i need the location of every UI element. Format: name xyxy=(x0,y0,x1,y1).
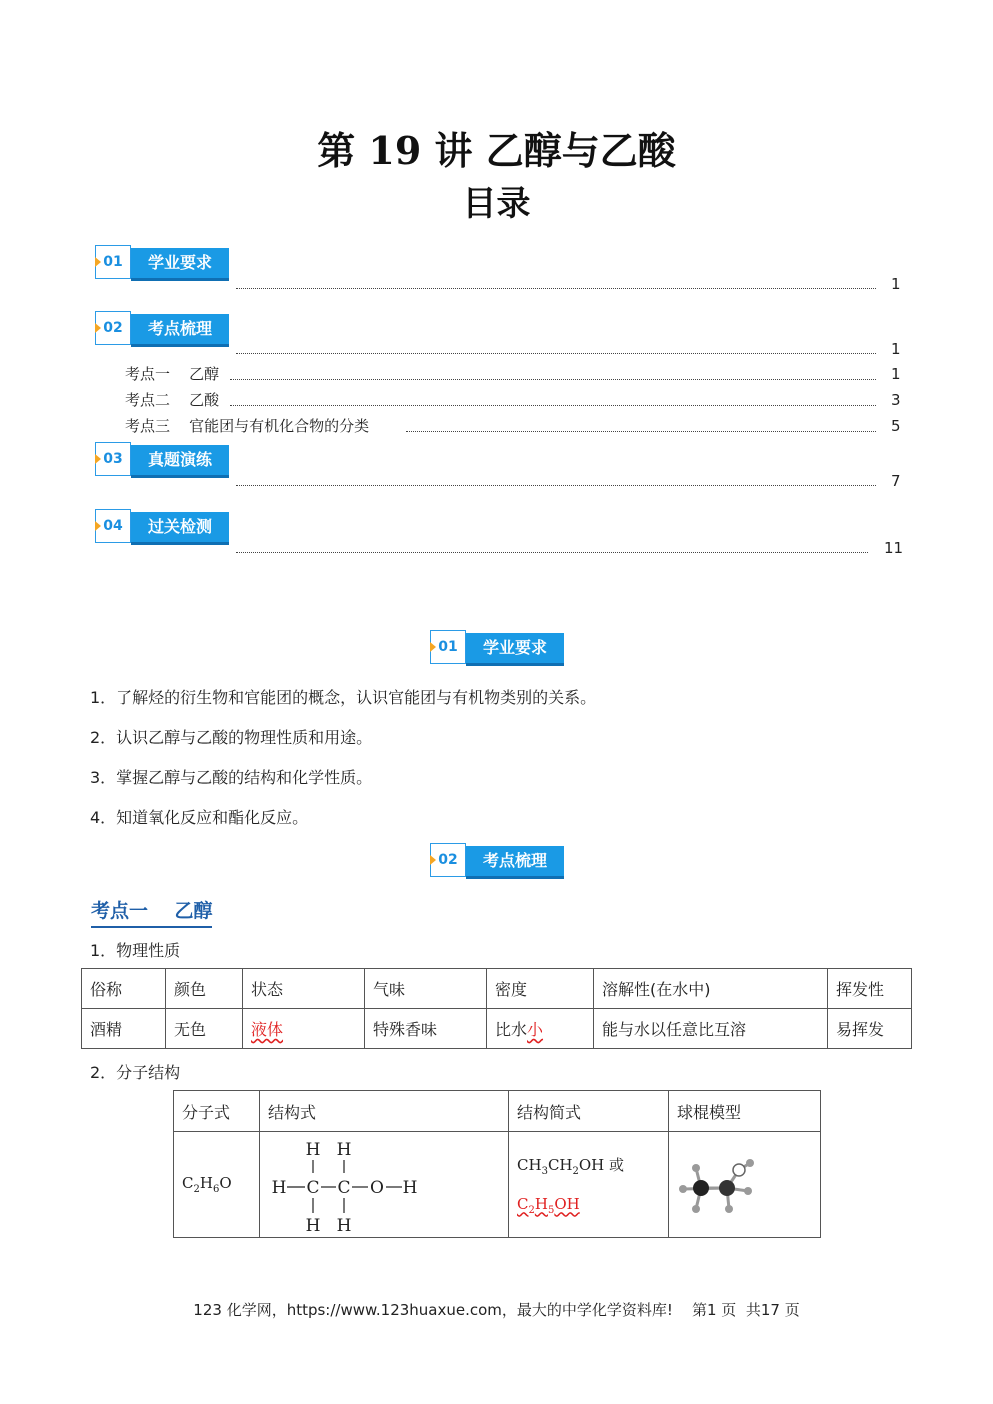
toc-section-badge-03[interactable] xyxy=(95,442,231,478)
toc-leader-dots xyxy=(230,405,876,406)
table-header-cell: 溶解性(在水中) xyxy=(594,969,828,1009)
section-badge-kaodian xyxy=(430,843,566,879)
requirement-item: 2．认识乙醇与乙酸的物理性质和用途。 xyxy=(90,728,373,747)
structural-formula xyxy=(260,1133,508,1237)
density-prefix: 比水 xyxy=(495,1020,528,1039)
molecular-formula: $C_2H_6O$ xyxy=(174,1132,260,1238)
table-header-row xyxy=(82,969,912,1009)
page-title: 第 19 讲 乙醇与乙酸 xyxy=(317,128,676,173)
section-badge-requirements xyxy=(430,630,566,666)
simplified-formula-cell xyxy=(509,1132,669,1238)
toc-subitem-2[interactable]: 考点二 乙酸 xyxy=(125,391,220,409)
toc-page-number: 5 xyxy=(891,417,901,435)
toc-section-badge-01[interactable] xyxy=(95,245,231,281)
toc-heading: 目录 xyxy=(462,184,531,224)
toc-page-number: 3 xyxy=(891,391,901,409)
structural-formula-cell xyxy=(260,1132,509,1238)
table-cell: 无色 xyxy=(166,1009,243,1049)
atom-h: H xyxy=(271,1177,287,1198)
table-header-cell: 结构简式 xyxy=(509,1091,669,1132)
toc-leader-dots xyxy=(236,485,876,486)
toc-page-number: 1 xyxy=(891,340,901,358)
badge-underbar xyxy=(131,542,229,545)
toc-page-number: 1 xyxy=(891,365,901,383)
toc-leader-dots xyxy=(406,431,876,432)
simplified-formula-2: $C_2H_5OH$ xyxy=(517,1194,580,1216)
badge-underbar xyxy=(131,278,229,281)
answer-liquid: 液体 xyxy=(251,1020,284,1039)
ball-stick-cell xyxy=(669,1132,821,1238)
table-header-row xyxy=(174,1091,821,1132)
badge-underbar xyxy=(131,475,229,478)
badge-number: 04 xyxy=(95,509,131,543)
badge-number: 02 xyxy=(95,311,131,345)
badge-number: 03 xyxy=(95,442,131,476)
badge-label: 真题演练 xyxy=(131,445,229,475)
table-header-cell: 结构式 xyxy=(260,1091,509,1132)
structure-table xyxy=(173,1090,821,1238)
toc-section-badge-04[interactable] xyxy=(95,509,231,545)
kaodian-heading-underline xyxy=(91,926,212,928)
toc-section-badge-02[interactable] xyxy=(95,311,231,347)
badge-underbar xyxy=(466,663,564,666)
requirement-item: 4．知道氧化反应和酯化反应。 xyxy=(90,808,309,827)
atom-c: C xyxy=(337,1177,351,1198)
atom-h: H xyxy=(402,1177,418,1198)
kaodian-heading: 考点一 乙醇 xyxy=(91,900,213,922)
requirement-item: 3．掌握乙醇与乙酸的结构和化学性质。 xyxy=(90,768,373,787)
table-header-cell: 颜色 xyxy=(166,969,243,1009)
badge-label: 学业要求 xyxy=(131,248,229,278)
table-header-cell: 俗称 xyxy=(82,969,166,1009)
atom-h: H xyxy=(336,1215,352,1236)
toc-leader-dots xyxy=(236,552,868,553)
table-cell: 能与水以任意比互溶 xyxy=(594,1009,828,1049)
atom-h: H xyxy=(305,1139,321,1160)
table-header-cell: 气味 xyxy=(365,969,487,1009)
badge-label: 学业要求 xyxy=(466,633,564,663)
badge-number: 01 xyxy=(95,245,131,279)
badge-label: 过关检测 xyxy=(131,512,229,542)
phys-props-table xyxy=(81,968,912,1049)
toc-page-number: 7 xyxy=(891,472,901,490)
atom-c: C xyxy=(306,1177,320,1198)
badge-number: 01 xyxy=(430,630,466,664)
badge-underbar xyxy=(131,344,229,347)
table-cell: 易挥发 xyxy=(828,1009,912,1049)
badge-label: 考点梳理 xyxy=(131,314,229,344)
table-cell xyxy=(243,1009,365,1049)
ball-stick-model-image xyxy=(669,1133,819,1237)
table-cell: 酒精 xyxy=(82,1009,166,1049)
simplified-formula-1: $CH_3CH_2OH$ 或 xyxy=(517,1155,625,1177)
structure-title: 2．分子结构 xyxy=(90,1063,181,1082)
atom-h: H xyxy=(336,1139,352,1160)
badge-underbar xyxy=(466,876,564,879)
page-footer: 123 化学网，https://www.123huaxue.com，最大的中学化学资料库! 第1 页 共17 页 xyxy=(193,1301,800,1319)
answer-smaller: 小 xyxy=(527,1020,544,1039)
table-header-cell: 状态 xyxy=(243,969,365,1009)
badge-label: 考点梳理 xyxy=(466,846,564,876)
requirement-item: 1．了解烃的衍生物和官能团的概念，认识官能团与有机物类别的关系。 xyxy=(90,688,597,707)
table-cell xyxy=(487,1009,594,1049)
toc-leader-dots xyxy=(236,353,876,354)
toc-page-number: 11 xyxy=(884,539,904,557)
table-header-cell: 球棍模型 xyxy=(669,1091,821,1132)
atom-o: O xyxy=(370,1177,384,1198)
table-header-cell: 密度 xyxy=(487,969,594,1009)
phys-props-title: 1．物理性质 xyxy=(90,941,181,960)
atom-h: H xyxy=(305,1215,321,1236)
toc-leader-dots xyxy=(230,379,876,380)
toc-leader-dots xyxy=(236,288,876,289)
table-header-cell: 分子式 xyxy=(174,1091,260,1132)
table-cell: 特殊香味 xyxy=(365,1009,487,1049)
table-row xyxy=(174,1132,821,1238)
toc-page-number: 1 xyxy=(891,275,901,293)
table-row xyxy=(82,1009,912,1049)
toc-subitem-1[interactable]: 考点一 乙醇 xyxy=(125,365,220,383)
toc-subitem-3[interactable]: 考点三 官能团与有机化合物的分类 xyxy=(125,417,370,435)
table-header-cell: 挥发性 xyxy=(828,969,912,1009)
badge-number: 02 xyxy=(430,843,466,877)
